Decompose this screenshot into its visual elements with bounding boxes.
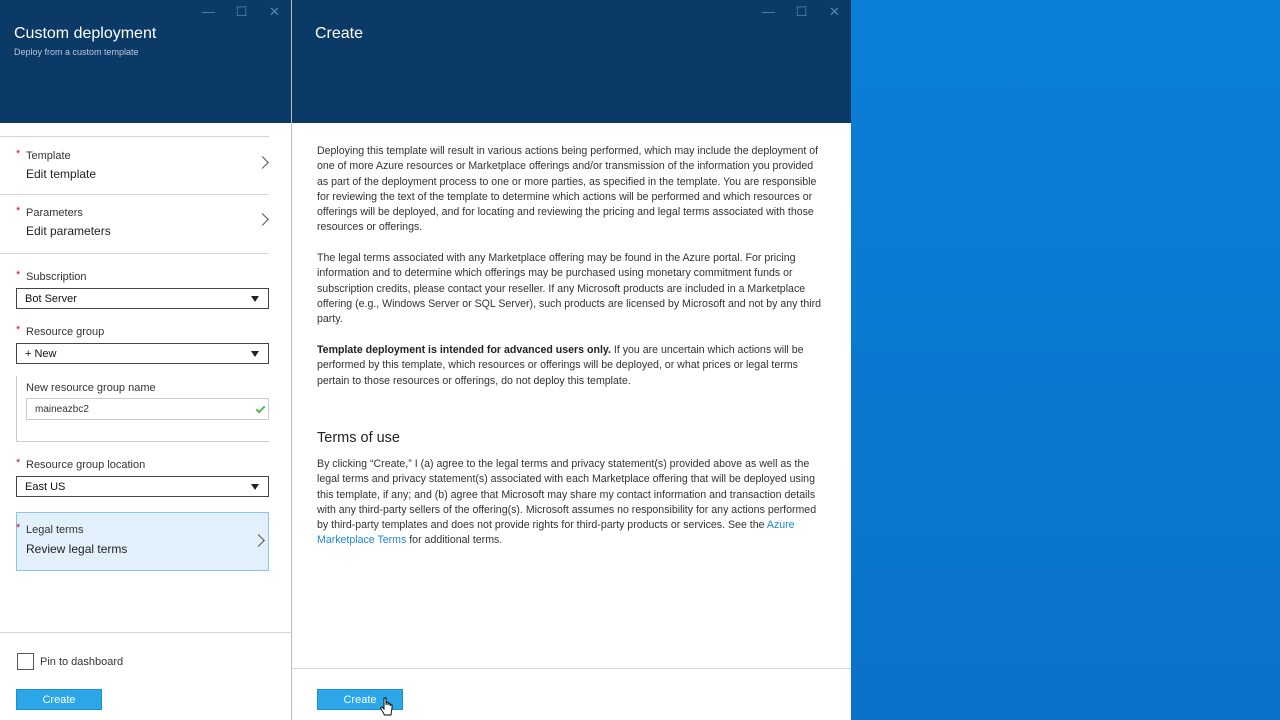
close-icon[interactable]: ✕ <box>269 4 280 19</box>
blade-subtitle: Deploy from a custom template <box>14 47 139 57</box>
footer-separator <box>0 632 291 633</box>
template-value: Edit template <box>26 167 97 181</box>
resource-group-label: Resource group <box>26 326 105 338</box>
legal-terms-label: Legal terms <box>26 524 84 536</box>
resource-group-value: + New <box>25 348 57 360</box>
legal-terms-step[interactable] <box>16 512 269 571</box>
required-marker: * <box>16 522 21 534</box>
resource-group-select[interactable] <box>16 343 269 364</box>
required-marker: * <box>16 148 21 160</box>
chevron-right-icon <box>256 156 269 169</box>
legal-terms-value: Review legal terms <box>26 542 128 556</box>
maximize-icon[interactable]: ☐ <box>235 4 248 19</box>
terms-text-before: By clicking “Create,” I (a) agree to the legal terms and privacy statement(s) provided above as well as the legal terms and privacy statement(s) associated with each Marketplace offering that will be deployed using this template, if any; and (b) agree that Microsoft may share my contact information and transaction details with any third-party sellers of the offering(s). Microsoft assumes no responsibility for any actions performed by third-party templates and does not provide rights for third-party products or services. See the <box>317 458 817 532</box>
separator <box>0 194 269 195</box>
azure-marketplace-terms-link[interactable]: Azure Marketplace Terms <box>317 519 795 547</box>
template-label: Template <box>26 150 71 162</box>
window-controls <box>760 4 843 20</box>
pin-to-dashboard-checkbox[interactable] <box>17 653 34 670</box>
chevron-right-icon <box>256 213 269 226</box>
desktop-background <box>851 0 1280 720</box>
required-marker: * <box>16 457 21 469</box>
window-controls <box>200 4 283 20</box>
blade-title: Custom deployment <box>14 25 157 42</box>
checkmark-icon <box>256 404 266 414</box>
resource-group-location-label: Resource group location <box>26 459 146 471</box>
terms-of-use-heading: Terms of use <box>317 430 400 446</box>
disclaimer-paragraph-2: The legal terms associated with any Marketplace offering may be found in the Azure portal. For pricing information and to determine which offerings may be purchased using monetary commitment funds or subscription credits, please contact your reseller. If any Microsoft products are included in a Marketplace offering (e.g., Windows Server or SQL Server), such products are licensed by Microsoft and not by any third party. <box>317 252 822 326</box>
separator <box>0 253 269 254</box>
create-button[interactable]: Create <box>317 689 403 710</box>
minimize-icon[interactable]: — <box>202 4 215 19</box>
disclaimer-paragraph-1: Deploying this template will result in various actions being performed, which may include the deployment of one of more Azure resources or Marketplace offerings and/or transmission of the information you provided as part of the deployment process to one or more parties, as specified in the template. You are responsible for reviewing the text of the template to determine which actions will be performed and which resources or offerings will be deployed, and for locating and reviewing the pricing and legal terms associated with those resources or offerings. <box>317 145 819 234</box>
blade-title: Create <box>315 25 364 42</box>
terms-text-after: for additional terms. <box>406 534 503 547</box>
subscription-value: Bot Server <box>25 293 77 305</box>
custom-deployment-blade <box>0 0 291 720</box>
chevron-down-icon <box>251 484 259 490</box>
new-resource-group-name-field[interactable] <box>26 398 269 420</box>
blade-header <box>0 0 291 123</box>
required-marker: * <box>16 205 21 217</box>
resource-group-location-value: East US <box>25 481 66 493</box>
required-marker: * <box>16 269 21 281</box>
parameters-step[interactable] <box>16 207 269 247</box>
new-resource-group-name-label: New resource group name <box>26 382 156 394</box>
chevron-right-icon <box>252 534 265 547</box>
create-button-left[interactable]: Create <box>16 689 102 710</box>
terms-of-use-text <box>317 457 827 549</box>
chevron-down-icon <box>251 296 259 302</box>
maximize-icon[interactable]: ☐ <box>795 4 808 19</box>
pin-to-dashboard-label: Pin to dashboard <box>40 656 124 668</box>
new-resource-group-name-input[interactable] <box>27 400 237 420</box>
footer-separator <box>292 668 851 669</box>
minimize-icon[interactable]: — <box>762 4 775 19</box>
subscription-label: Subscription <box>26 271 87 283</box>
parameters-value: Edit parameters <box>26 224 111 238</box>
required-marker: * <box>16 324 21 336</box>
subscription-select[interactable] <box>16 288 269 309</box>
create-blade <box>292 0 851 720</box>
disclaimer-paragraph-3 <box>317 343 827 389</box>
template-step[interactable] <box>16 150 269 190</box>
parameters-label: Parameters <box>26 207 83 219</box>
separator <box>0 136 269 137</box>
advanced-users-warning: Template deployment is intended for advanced users only. <box>317 344 611 356</box>
chevron-down-icon <box>251 351 259 357</box>
resource-group-location-select[interactable] <box>16 476 269 497</box>
mouse-pointer-icon <box>379 697 395 717</box>
blade-header <box>292 0 851 123</box>
advanced-users-text: If you are uncertain which actions will be performed by this template, which resources or offerings will be deployed, or what prices or legal terms pertain to those resources or offerings, do not deploy this template. <box>317 344 804 387</box>
close-icon[interactable]: ✕ <box>829 4 840 19</box>
